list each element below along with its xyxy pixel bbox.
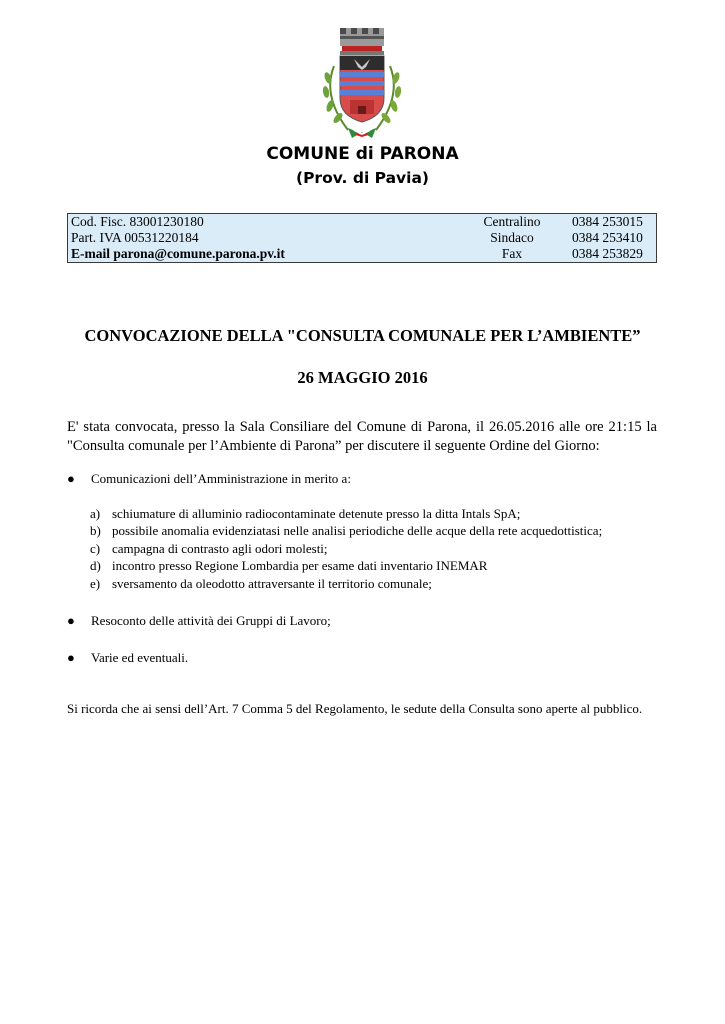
subitem-text: schiumature di alluminio radiocontaminate detenute presso la ditta Intals SpA; [112, 506, 521, 521]
contact-number-mayor: 0384 253410 [572, 230, 643, 245]
tax-code: Cod. Fisc. 83001230180 [71, 214, 204, 229]
bullet-icon: ● [67, 471, 75, 486]
agenda-item-text: Varie ed eventuali. [91, 650, 189, 665]
coat-of-arms-icon [318, 26, 406, 142]
subitem-text: possibile anomalia evidenziatasi nelle analisi periodiche delle acque della rete acquedottistica; [112, 523, 603, 538]
email-link[interactable]: E-mail parona@comune.parona.pv.it [71, 246, 285, 261]
contact-label-switchboard: Centralino [483, 214, 541, 229]
contact-label-mayor: Sindaco [490, 230, 534, 245]
bullet-icon: ● [67, 613, 75, 628]
agenda-item-text: Comunicazioni dell’Amministrazione in merito a: [91, 471, 351, 486]
vat-number: Part. IVA 00531220184 [71, 230, 199, 245]
subitem-text: campagna di contrasto agli odori molesti; [112, 541, 328, 556]
subitem-letter: e) [90, 576, 101, 591]
subitem-text: incontro presso Regione Lombardia per esame dati inventario INEMAR [112, 558, 488, 573]
subitem-letter: c) [90, 541, 101, 556]
contact-info-box [67, 213, 657, 263]
subitem-letter: d) [90, 558, 101, 573]
municipality-title: COMUNE di PARONA [266, 144, 459, 164]
province-subtitle: (Prov. di Pavia) [295, 169, 430, 187]
contact-number-switchboard: 0384 253015 [572, 214, 643, 229]
bullet-icon: ● [67, 650, 75, 665]
contact-label-fax: Fax [501, 246, 523, 261]
subitem-letter: b) [90, 523, 101, 538]
subitem-letter: a) [90, 506, 101, 521]
subitem-text: sversamento da oleodotto attraversante il territorio comunale; [112, 576, 432, 591]
closing-paragraph: Si ricorda che ai sensi dell’Art. 7 Comma 5 del Regolamento, le sedute della Consulta sono aperte al pubblico. [67, 701, 643, 716]
intro-paragraph: E' stata convocata, presso la Sala Consiliare del Comune di Parona, il 26.05.2016 alle ore 21:15 la "Consulta comunale per l’Ambiente di Parona” per discutere il seguente Ordine del Giorno: [67, 419, 657, 454]
agenda-item-text: Resoconto delle attività dei Gruppi di Lavoro; [91, 613, 331, 628]
meeting-date: 26 MAGGIO 2016 [297, 368, 428, 387]
document-title: CONVOCAZIONE DELLA "CONSULTA COMUNALE PER L’AMBIENTE” [84, 326, 641, 345]
contact-number-fax: 0384 253829 [572, 246, 643, 261]
